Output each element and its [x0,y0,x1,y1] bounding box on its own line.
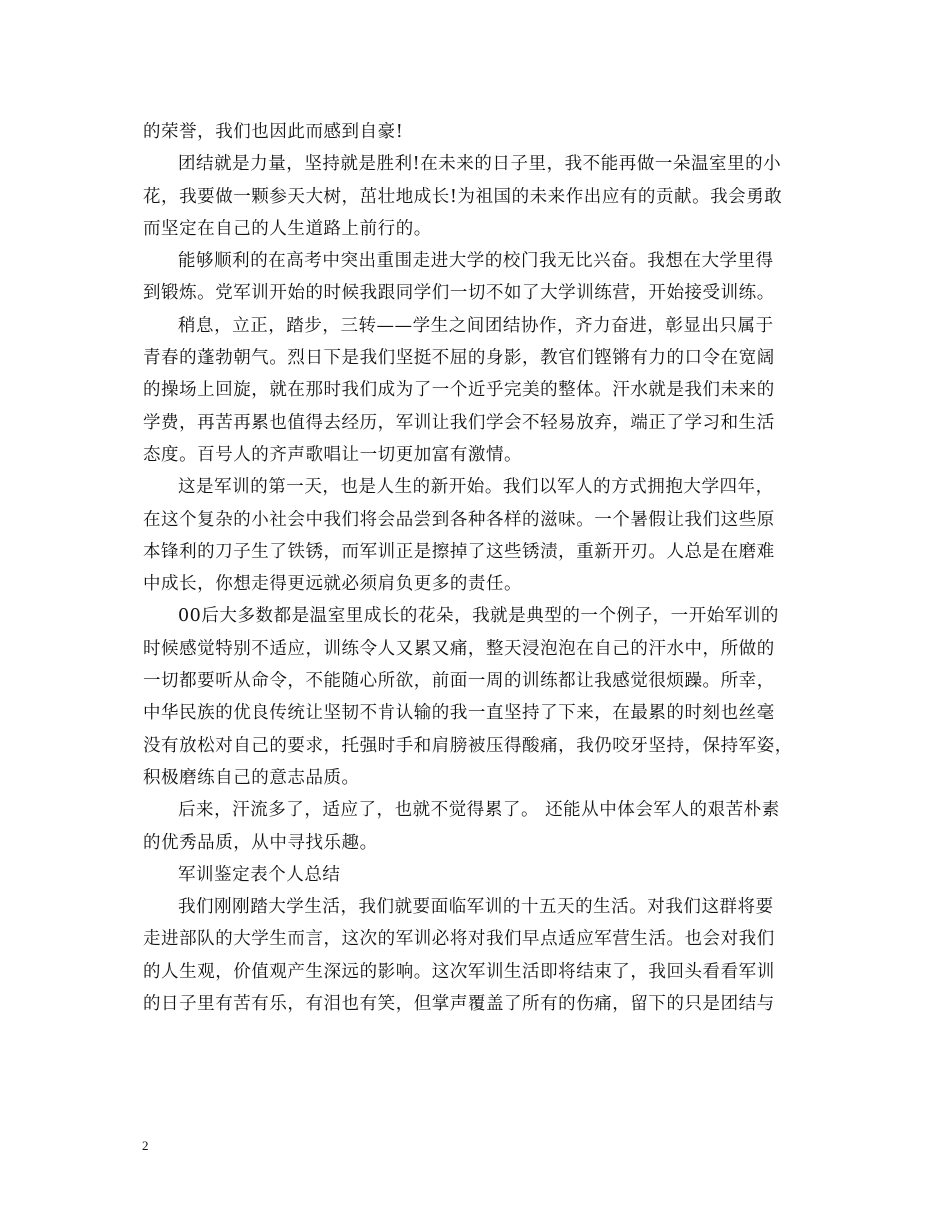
document-body [143,116,823,1020]
text-line: 时候感觉特别不适应，训练令人又累又痛，整天浸泡泡在自己的汗水中，所做的 [143,638,775,659]
text-line: 我们刚刚踏大学生活，我们就要面临军训的十五天的生活。对我们这群将要 [178,897,774,918]
text-line: 军训鉴定表个人总结 [178,864,341,885]
page-number: 2 [142,1138,149,1153]
text-line: 态度。百号人的齐声歌唱让一切更加富有激情。 [143,444,523,465]
text-line: 在这个复杂的小社会中我们将会品尝到各种各样的滋味。一个暑假让我们这些原 [143,509,775,530]
text-line: 走进部队的大学生而言，这次的军训必将对我们早点适应军营生活。也会对我们 [143,929,775,950]
text-line: 的操场上回旋，就在那时我们成为了一个近乎完美的整体。汗水就是我们未来的 [143,380,775,401]
text-line: 积极磨练自己的意志品质。 [143,767,360,788]
text-line: 的荣誉，我们也因此而感到自豪! [143,122,404,142]
text-line: 花，我要做一颗参天大树，茁壮地成长!为祖国的未来作出应有的贡献。我会勇敢 [143,186,783,207]
text-line: 没有放松对自己的要求，托强时手和肩膀被压得酸痛，我仍咬牙坚持，保持军姿， [143,735,793,756]
text-line: 学费，再苦再累也值得去经历，军训让我们学会不轻易放弃，端正了学习和生活 [143,412,775,433]
text-line: 本锋利的刀子生了铁锈，而军训正是擦掉了这些锈渍，重新开刃。人总是在磨难 [143,541,775,562]
text-line: 中成长，你想走得更远就必须肩负更多的责任。 [143,574,523,595]
text-line: 而坚定在自己的人生道路上前行的。 [143,218,432,239]
text-line: 00后大多数都是温室里成长的花朵，我就是典型的一个例子，一开始军训的 [178,606,779,627]
text-line: 的日子里有苦有乐，有泪也有笑，但掌声覆盖了所有的伤痛，留下的只是团结与 [143,994,775,1015]
text-line: 的人生观，价值观产生深远的影响。这次军训生活即将结束了，我回头看看军训 [143,961,775,982]
text-line: 到锻炼。党军训开始的时候我跟同学们一切不如了大学训练营，开始接受训练。 [143,283,775,304]
text-line: 青春的蓬勃朝气。烈日下是我们坚挺不屈的身影，教官们铿锵有力的口令在宽阔 [143,348,775,369]
text-line: 能够顺利的在高考中突出重围走进大学的校门我无比兴奋。我想在大学里得 [178,251,774,272]
text-line: 的优秀品质，从中寻找乐趣。 [143,832,378,853]
text-line: 一切都要听从命令，不能随心所欲，前面一周的训练都让我感觉很烦躁。所幸， [143,671,775,692]
text-line: 中华民族的优良传统让坚韧不肯认输的我一直坚持了下来，在最累的时刻也丝毫 [143,703,775,724]
text-line: 团结就是力量，坚持就是胜利!在未来的日子里，我不能再做一朵温室里的小 [178,154,782,175]
text-line: 后来，汗流多了，适应了，也就不觉得累了。 还能从中体会军人的艰苦朴素 [178,800,780,821]
text-line: 稍息，立正，踏步，三转——学生之间团结协作，齐力奋进，彰显出只属于 [178,315,774,336]
text-line: 这是军训的第一天，也是人生的新开始。我们以军人的方式拥抱大学四年， [178,477,774,498]
